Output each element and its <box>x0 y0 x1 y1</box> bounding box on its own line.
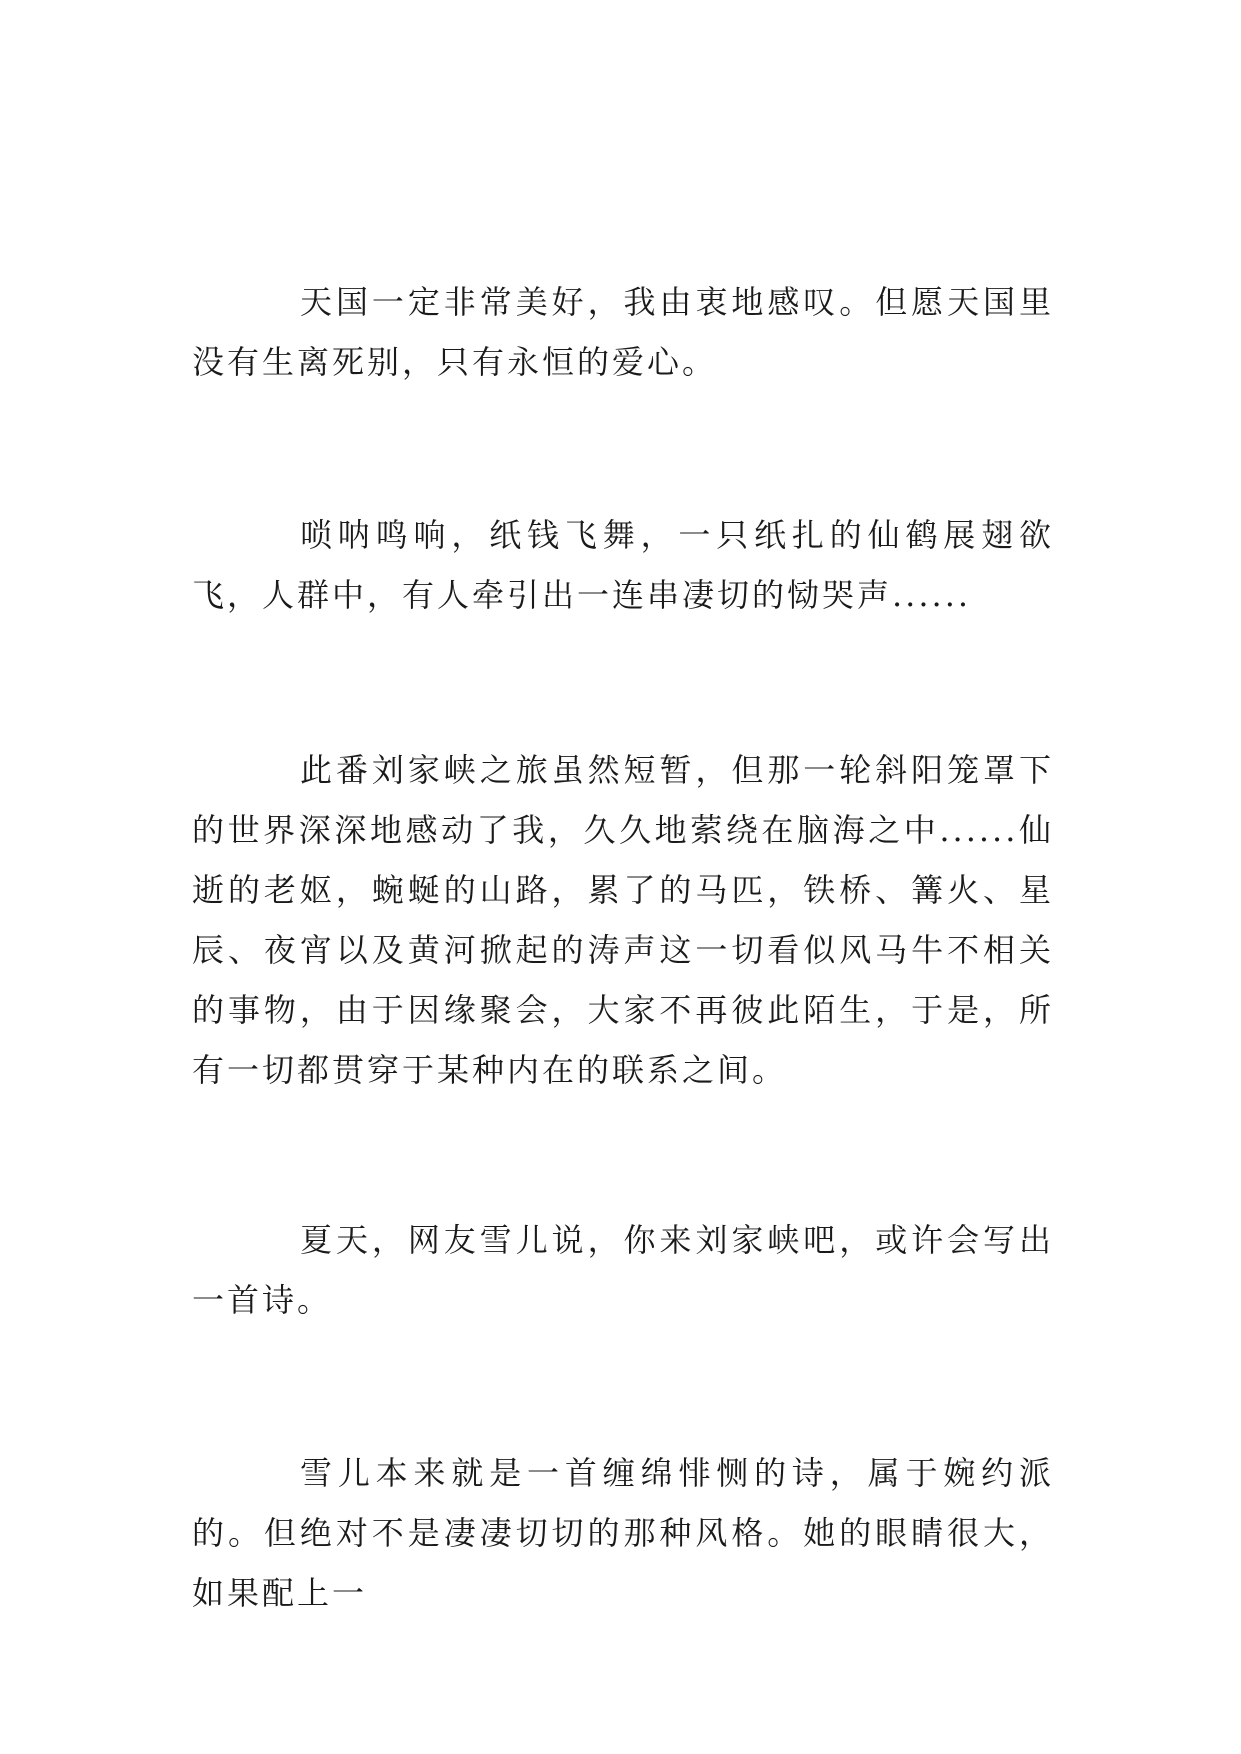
paragraph-heaven: 天国一定非常美好，我由衷地感叹。但愿天国里没有生离死别，只有永恒的爱心。 <box>192 283 1054 381</box>
paragraph-xueer: 雪儿本来就是一首缠绵悱恻的诗，属于婉约派的。但绝对不是凄凄切切的那种风格。她的眼睛很大，如果配上一 <box>192 1454 1054 1612</box>
paragraph-funeral: 唢呐鸣响，纸钱飞舞，一只纸扎的仙鹤展翅欲飞，人群中，有人牵引出一连串凄切的恸哭声...... <box>192 516 1054 614</box>
paragraph-summer: 夏天，网友雪儿说，你来刘家峡吧，或许会写出一首诗。 <box>192 1221 1054 1319</box>
paragraph-journey: 此番刘家峡之旅虽然短暂，但那一轮斜阳笼罩下的世界深深地感动了我，久久地萦绕在脑海之中......仙逝的老妪，蜿蜒的山路，累了的马匹，铁桥、篝火、星辰、夜宵以及黄河掀起的涛声这一切看似风马牛不相关的事物，由于因缘聚会，大家不再彼此陌生，于是，所有一切都贯穿于某种内在的联系之间。 <box>192 751 1054 1089</box>
